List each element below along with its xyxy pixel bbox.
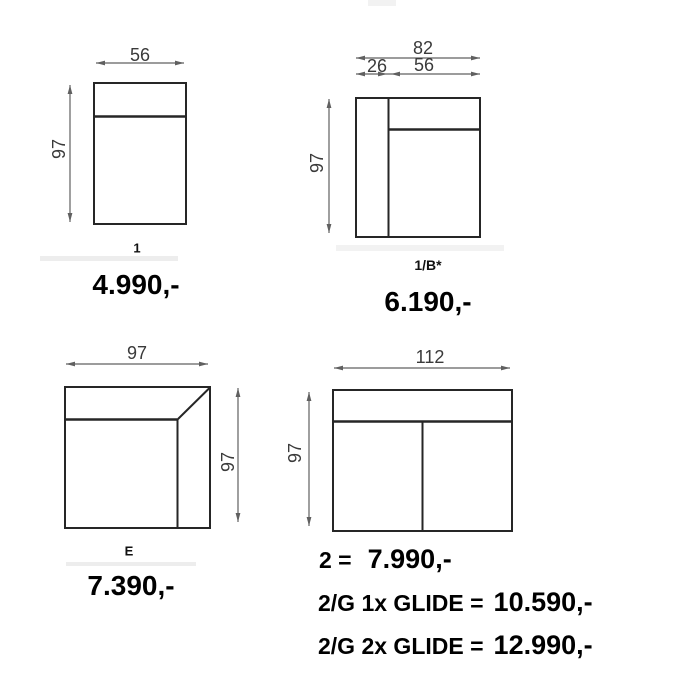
module-2-price-line	[319, 546, 452, 573]
arrow-left-icon	[391, 72, 400, 77]
arrow-up-icon	[307, 392, 312, 401]
module-2g2-config-label: 2/G 2x GLIDE =	[318, 633, 484, 659]
module-1b-arm-width-dim-label: 26	[366, 56, 388, 76]
module-e-drawing	[65, 362, 240, 528]
module-2g2-price-line	[318, 632, 593, 659]
module-1b-outline	[356, 98, 480, 237]
module-1b-seat-width-dim-label: 56	[413, 55, 435, 75]
scan-artifact	[40, 256, 178, 261]
arrow-down-icon	[68, 213, 73, 222]
module-1b-total-width-dim-label: 82	[412, 38, 434, 58]
module-2g1-price-line	[318, 589, 593, 616]
module-1b-drawing	[327, 56, 480, 237]
module-2-height-dim-label: 97	[285, 442, 305, 464]
module-1b-price: 6.190,-	[384, 286, 472, 317]
module-1-drawing	[68, 61, 186, 224]
module-1-price: 4.990,-	[92, 269, 180, 300]
arrow-right-icon	[199, 362, 208, 367]
arrow-down-icon	[236, 513, 241, 522]
module-e-width-dim-label: 97	[126, 343, 148, 363]
module-e-height-dim-label: 97	[218, 451, 238, 473]
module-2g2-price: 12.990,-	[493, 630, 593, 660]
module-1b-height-dim-label: 97	[307, 152, 327, 174]
module-2-drawing	[307, 366, 512, 531]
arrow-left-icon	[356, 72, 365, 77]
module-1-width-dim-label: 56	[129, 45, 151, 65]
scan-artifact	[66, 562, 196, 566]
module-e-price: 7.390,-	[87, 570, 175, 601]
module-2-width-dim-label: 112	[415, 347, 445, 367]
arrow-up-icon	[236, 388, 241, 397]
arrow-right-icon	[501, 366, 510, 371]
scan-artifact	[368, 0, 396, 6]
module-1-height-dim-label: 97	[49, 138, 69, 160]
arrow-left-icon	[96, 61, 105, 66]
module-2g1-config-label: 2/G 1x GLIDE =	[318, 590, 484, 616]
arrow-up-icon	[327, 99, 332, 108]
module-2-config-label: 2 =	[319, 547, 352, 573]
module-1-outline	[94, 83, 186, 224]
scan-artifact	[336, 245, 504, 251]
arrow-left-icon	[356, 56, 365, 61]
arrow-up-icon	[68, 85, 73, 94]
module-e-name-label: E	[124, 543, 134, 559]
arrow-down-icon	[327, 224, 332, 233]
module-1b-name-label: 1/B*	[414, 257, 442, 273]
arrow-right-icon	[471, 72, 480, 77]
arrow-right-icon	[175, 61, 184, 66]
arrow-left-icon	[334, 366, 343, 371]
arrow-right-icon	[471, 56, 480, 61]
module-1-name-label: 1	[133, 240, 141, 256]
module-2g1-price: 10.590,-	[493, 587, 593, 617]
module-2-price: 7.990,-	[367, 544, 452, 574]
arrow-left-icon	[66, 362, 75, 367]
arrow-down-icon	[307, 517, 312, 526]
